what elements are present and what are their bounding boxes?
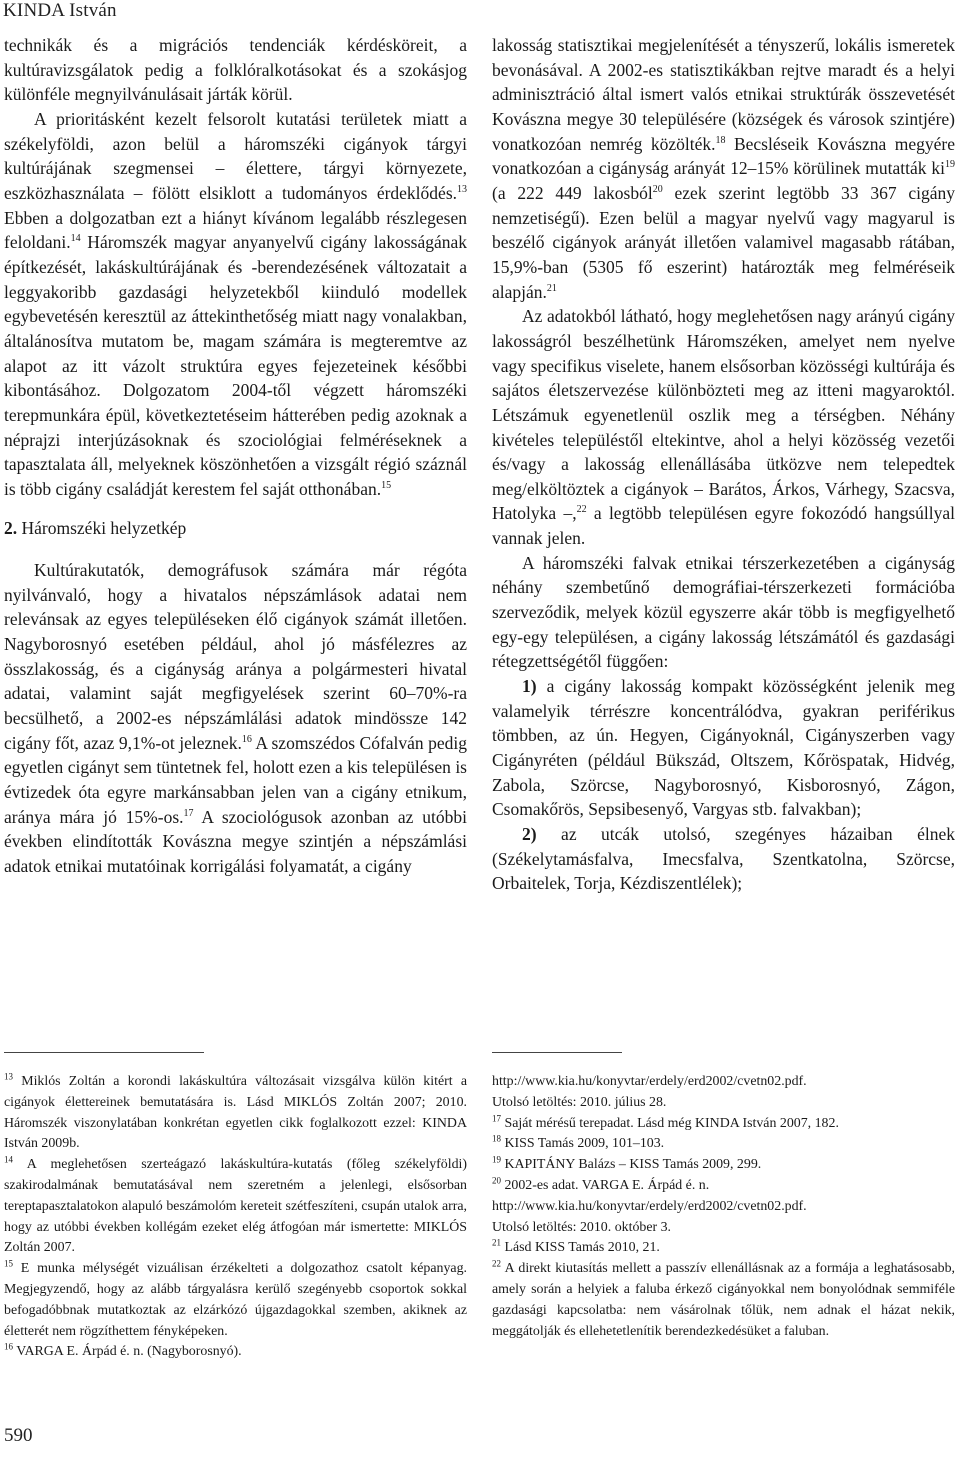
running-head: KINDA István: [3, 0, 117, 21]
left-column: [4, 33, 467, 879]
footnote-text: Utolsó letöltés: 2010. október 3.: [492, 1219, 672, 1235]
footnote-text: E munka mélységét vizuálisan érzékelteti a dolgozathoz csatolt képanyag. Megjegyzendő, hogy az alább tárgyalásra kerülő szegényebb csoportok sokkal befogadóbbnak mutatkoztak az elzárkózó újgazdagokkal szemben, akiknek az életterét nem rögzíthettem fényképeken.: [4, 1261, 467, 1339]
url-text[interactable]: http://www.kia.hu/konyvtar/erdely/erd2002/cvetn02.pdf.: [492, 1074, 807, 1089]
footnote: [4, 1072, 467, 1155]
footnote: [4, 1259, 467, 1342]
footnote-ref[interactable]: 14: [70, 233, 81, 245]
footnote: [492, 1114, 955, 1135]
text-run: A prioritásként kezelt felsorolt kutatási területek miatt a székelyföldi, azon belül a háromszéki cigányok tárgyi kultúrájának szegmensei – élettere, tárgyi környezete, eszközhasználata – fölött elsiklott a tudományos érdeklődés.: [4, 108, 467, 203]
text-run: A szomszédos Cófalván pedig egyetlen cigányt sem tüntetnek fel, holott ezen a kis településen is évtizedek óta egyre markánsabban jelen van a cigány etnikum, aránya mára jó 15%-os.: [4, 732, 468, 827]
footnote: [4, 1155, 467, 1259]
footnote-link[interactable]: [492, 1197, 955, 1218]
url-text[interactable]: http://www.kia.hu/konyvtar/erdely/erd2002/cvetn02.pdf.: [492, 1198, 807, 1214]
paragraph: A háromszéki falvak etnikai térszerkezetében a cigányság néhány szembetűnő demográfiai-térszerkezeti formációba szerveződik, melyek közül egyszerre akár több is megfigyelhető egy-egy településen, a cigány lakosság létszámától és gazdasági rétegzettségétől függően:: [492, 552, 955, 672]
footnote-ref[interactable]: 16: [241, 733, 252, 745]
footnote-ref[interactable]: 18: [715, 134, 726, 146]
paragraph: [492, 304, 955, 551]
footnote-ref[interactable]: 15: [381, 479, 392, 491]
text-run: Kultúrakutatók, demográfusok számára már régóta nyilvánvaló, hogy a hivatalos népszámlások adatai nem relevánsak az egyes településeken élő cigányok számát illetően. Nagyborosnyó esetében például, ahol jó másfélezres az összlakosság, és a cigányság aránya a polgármesteri hivatal adatai, valamint saját megfigyelések szerint 60–70%-ra becsülhető, a 2002-es népszámlálási adatok mindössze 142 cigány főt, azaz 9,1%-ot jeleznek.: [4, 560, 467, 753]
text-run: Háromszék magyar anyanyelvű cigány lakosságának építkezését, lakáskultúrájának és -berendezésének változatait a leggyakoribb gazdasági helyzetekből kiinduló modellek egybevetésén keresztül az áttekinthetőség miatt nagy vonalakban, általánosítva mutatom be, magam számára is megteremtve az alapot az itt vázolt struktúra egyes fejezeteinek későbbi kibontásához. Dolgozatom 2004-től végzett háromszéki terepmunkára épül, következtetéseim hátterében pedig azoknak a néprajzi interjúzásoknak és szociológiai felméréseknek a tapasztalata áll, melyeknek köszönhetően a vizsgált régió száznál is több cigány családját kerestem fel saját otthonában.: [4, 232, 467, 499]
text-run: (a 222 449 lakosból: [492, 182, 653, 203]
footnote: [492, 1238, 955, 1259]
paragraph: [4, 558, 467, 879]
text-run: az utcák utolsó, szegényes házaiban élnek (Székelytamásfalva, Imecsfalva, Szentkatolna, Szörcse, Orbaitelek, Torja, Kézdiszentlélek);: [492, 824, 955, 894]
footnote-ref[interactable]: 19: [945, 159, 955, 171]
footnote-number: 22: [492, 1258, 501, 1269]
footnote-number: 20: [492, 1175, 501, 1186]
footnote-number: 14: [4, 1154, 13, 1165]
footnote-text: A meglehetősen szerteágazó lakáskultúra-kutatás (főleg székelyföldi) szakirodalmának bemutatásával nem szeretném a jelenlegi, elsősorban tereptapasztalatokon alapuló beszámolóm kereteit szétfeszíteni, csupán utalok arra, hogy az utóbbi években kollégám ezeket elég átfogóan már ismertette: MIKLÓS Zoltán 2007.: [4, 1157, 467, 1256]
footnote-text: 2002-es adat. VARGA E. Árpád é. n.: [501, 1177, 710, 1193]
footnote-text: Lásd KISS Tamás 2010, 21.: [501, 1240, 660, 1256]
footnote: [492, 1259, 955, 1342]
footnote-divider: [492, 1052, 622, 1053]
footnote-ref[interactable]: 22: [576, 504, 587, 516]
footnote-link[interactable]: [492, 1072, 955, 1093]
text-run: lakosság statisztikai megjelenítését a tényszerű, lokális ismeretek bevonásával. A 2002-es statisztikákban rejtve maradt és a helyi adminisztráció által ismert valós etnikai struktúrák összevetését Kovászna megye 30 településére (községek és városok szintjére) vonatkozóan nemrég közölték.: [492, 35, 955, 154]
footnote: [492, 1093, 955, 1114]
text-run: a cigány lakosság kompakt közösségként jelenik meg valamelyik térrészre koncentrálódva, gyakran periférikus tömbben, az ún. Hegyen, Cigányoknál, Cigányszerben vagy Cigányréten (például Bükszád, Oltszem, Kőröspatak, Hidvég, Zabola, Szörcse, Nagyborosnyó, Kisborosnyó, Zágon, Csomakőrös, Sepsibesenyő, Vargyas stb. falvakban);: [492, 676, 955, 820]
paragraph: [492, 33, 955, 304]
footnote-text: Miklós Zoltán a korondi lakáskultúra változásait vizsgálva külön kitért a cigányok élettereinek bemutatására is. Lásd MIKLÓS Zoltán 2007; 2010. Háromszék viszonylatában konkrétan egyetlen cikk foglalkozott ezzel: KINDA István 2009b.: [4, 1074, 467, 1152]
footnote-number: 21: [492, 1237, 501, 1248]
footnote: [492, 1176, 955, 1197]
section-title: Háromszéki helyzetkép: [21, 518, 187, 539]
footnote-number: 13: [4, 1071, 13, 1082]
page-number: 590: [4, 1425, 33, 1446]
text-run: Ebben a dolgozatban ezt a hiányt kívánom legalább részlegesen feloldani.: [4, 207, 467, 253]
footnote-ref[interactable]: 21: [546, 282, 557, 294]
footnotes-left: [4, 1072, 467, 1363]
footnote-text: A direkt kiutasítás mellett a passzív ellenállásnak az a formája a leghatásosabb, amely során a helyiek a faluba érkező cigányokkal nem bonyolódnak semmiféle gazdasági kapcsolatba: nem vásárolnak tőlük, nem adnak el házat nekik, meggátolják és ellehetetlenítik berendezkedésüket a faluban.: [492, 1261, 955, 1339]
footnote-number: 17: [492, 1112, 501, 1123]
text-run: ezek szerint legtöbb 33 367 cigány nemzetiségű). Ezen belül a magyar nyelvű vagy magyarul is beszélő cigányok arányát illetően valamivel magasabb rátában, 15,9%-ban (5305 fő eszerint) határozták meg felméréseik alapján.: [492, 182, 955, 302]
list-item: [492, 674, 955, 822]
footnote-divider: [4, 1052, 204, 1053]
section-heading: [4, 516, 467, 541]
footnote-text: VARGA E. Árpád é. n. (Nagyborosnyó).: [13, 1344, 242, 1360]
footnote-ref[interactable]: 17: [183, 807, 194, 819]
footnote-text: Saját mérésű terepadat. Lásd még KINDA István 2007, 182.: [501, 1115, 839, 1131]
text-run: Becsléseik Kovászna megyére vonatkozóan a cigányság arányát 12–15% körülinek mutatták ki: [492, 133, 955, 179]
paragraph: technikák és a migrációs tendenciák kérdésköreit, a kultúravizsgálatok pedig a folklóralkotásokat és a szokásjog különféle megnyilvánulásait járták körül.: [4, 35, 467, 105]
footnote: [492, 1218, 955, 1239]
footnote-number: 19: [492, 1154, 501, 1165]
footnote: [492, 1134, 955, 1155]
footnote-number: 16: [4, 1341, 13, 1352]
footnote-number: 18: [492, 1133, 501, 1144]
text-run: a legtöbb településen egyre fokozódó hangsúllyal vannak jelen.: [492, 503, 955, 549]
list-item: [492, 822, 955, 896]
footnote-ref[interactable]: 20: [652, 184, 663, 196]
footnote: [492, 1155, 955, 1176]
list-item-number: 2): [522, 824, 537, 844]
list-item-number: 1): [522, 676, 537, 697]
section-number: 2.: [4, 518, 18, 539]
footnote-text: KAPITÁNY Balázs – KISS Tamás 2009, 299.: [501, 1157, 762, 1173]
right-column: [492, 33, 955, 896]
footnote-ref[interactable]: 13: [457, 184, 467, 196]
footnote-number: 15: [4, 1258, 13, 1269]
footnote: [4, 1342, 467, 1363]
footnotes-right: [492, 1072, 955, 1342]
footnote-text: KISS Tamás 2009, 101–103.: [501, 1136, 665, 1152]
footnote-text: Utolsó letöltés: 2010. július 28.: [492, 1094, 667, 1110]
text-run: A szociológusok azonban az utóbbi években elindították Kovászna megye szintjén a népszámlási adatok etnikai mutatóinak korrigálási folyamatát, a cigány: [4, 806, 467, 876]
paragraph: [4, 107, 467, 502]
text-run: Az adatokból látható, hogy meglehetősen nagy arányú cigány lakosságról beszélhetünk Háromszéken, amelyet nem nyelve vagy specifikus viselete, hanem elsősorban közösségi kultúrája és sajátos életszervezése különbözteti meg az itteni magyaroktól. Létszámuk egyenetlenül oszlik meg a térségben. Néhány kivételes településtől eltekintve, ahol a helyi közösség vezetői és/vagy a lakosság ellenállásába ütközve nem telepedtek meg/elköltöztek a cigányok – Barátos, Árkos, Várhegy, Szacsva, Hatolyka –,: [492, 306, 955, 524]
